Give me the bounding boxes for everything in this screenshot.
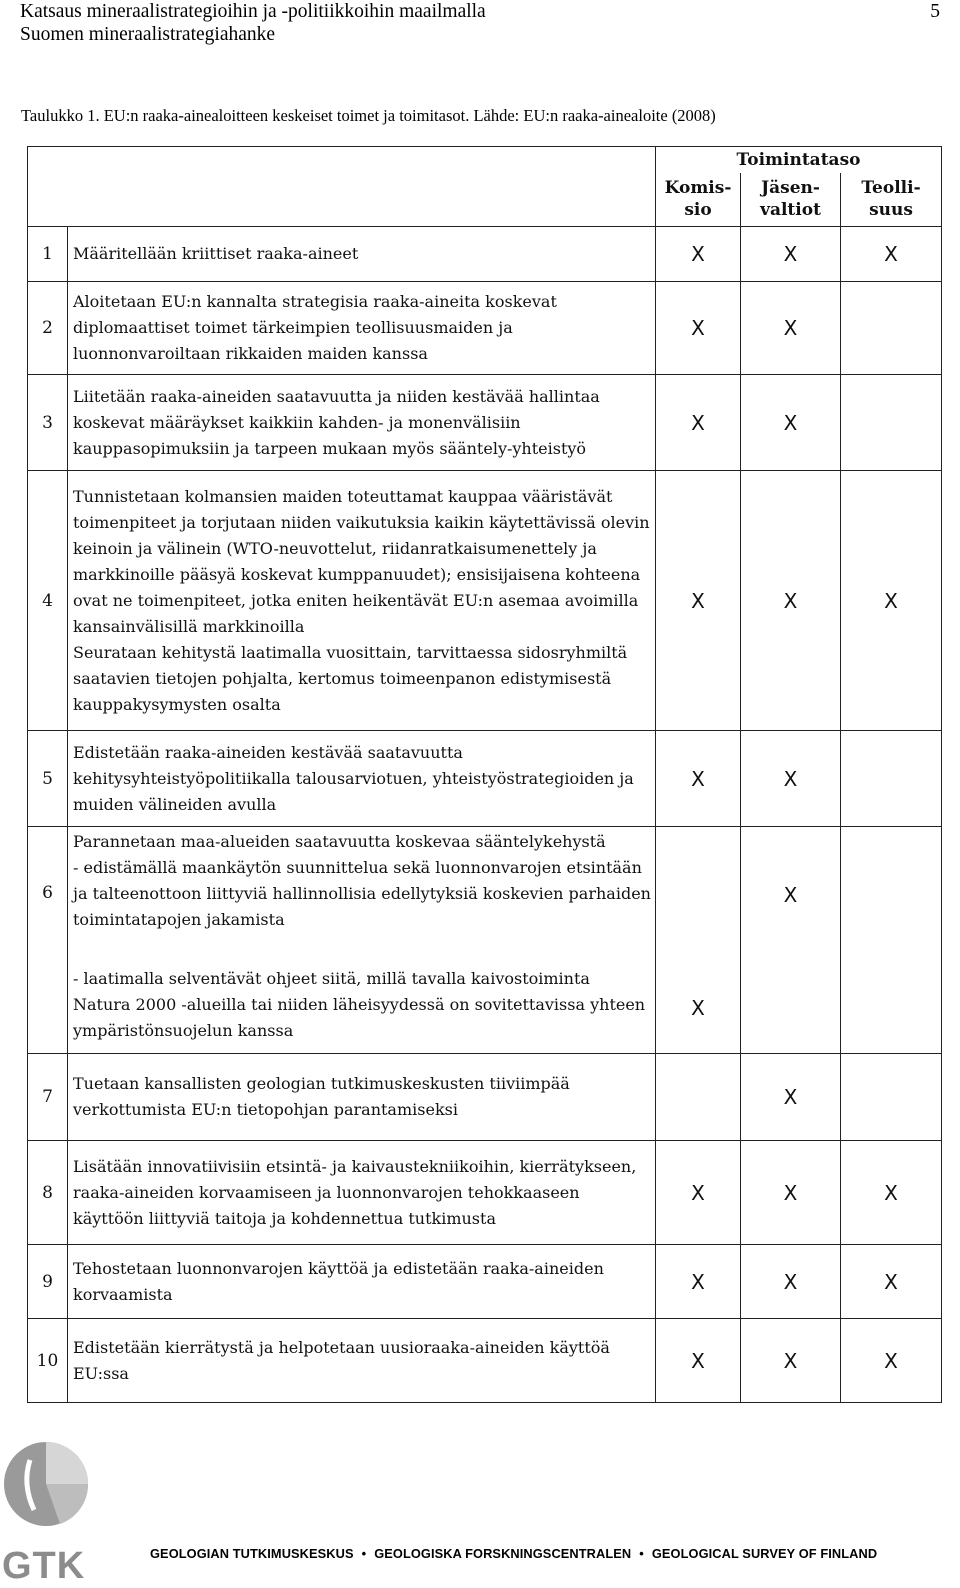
row-text: Liitetään raaka-aineiden saatavuutta ja niiden kestävää hallintaa koskevat määräykset kaikkiin kahden- ja monenvälisiin kauppasopimuksiin ja tarpeen mukaan myös sääntely-yhteistyö: [73, 386, 600, 458]
row-text: Edistetään raaka-aineiden kestävää saatavuutta kehitysyhteistyöpolitiikalla talousarviotuen, yhteistyöstrategioiden ja muiden välineiden avulla: [73, 742, 634, 814]
table-row: [28, 964, 942, 1054]
mark-jasenvaltiot: X: [741, 1141, 841, 1245]
row-description: [68, 471, 656, 731]
mark-jasenvaltiot: X: [741, 1245, 841, 1319]
table-row: [28, 227, 942, 282]
row-text: Määritellään kriittiset raaka-aineet: [73, 244, 359, 263]
row-description: [68, 375, 656, 471]
row-text: - edistämällä maankäytön suunnittelua sekä luonnonvarojen etsintään ja talteenottoon liittyviä hallinnollisia edellytyksiä koskevien parhaiden toimintatapojen jakamista: [73, 858, 651, 929]
row-description: [68, 731, 656, 827]
col-header-teollisuus: Teolli- suus: [841, 173, 942, 227]
mark-komissio: X: [656, 471, 741, 731]
mark-teollisuus: X: [841, 1319, 942, 1403]
row-description: [68, 827, 656, 964]
row-description: [68, 1054, 656, 1141]
mark-komissio: X: [656, 282, 741, 375]
table-row: [28, 282, 942, 375]
mark-teollisuus: [841, 827, 942, 964]
header-blank-cell: [28, 147, 656, 227]
row-text: Seurataan kehitystä laatimalla vuosittain, tarvittaessa sidosryhmiltä saatavien tietojen pohjalta, kertomus toimeenpanon edistymisestä kauppakysymysten osalta: [73, 642, 628, 714]
row-number: 3: [28, 375, 68, 471]
mark-jasenvaltiot: [741, 964, 841, 1054]
row-description: [68, 964, 656, 1054]
row-text: Tehostetaan luonnonvarojen käyttöä ja edistetään raaka-aineiden korvaamista: [73, 1258, 604, 1304]
row-text: Tuetaan kansallisten geologian tutkimuskeskusten tiiviimpää verkottumista EU:n tietopohjan parantamiseksi: [73, 1074, 570, 1119]
mark-teollisuus: [841, 375, 942, 471]
row-description: [68, 1245, 656, 1319]
row-description: [68, 227, 656, 282]
row-number: 2: [28, 282, 68, 375]
mark-komissio: X: [656, 1319, 741, 1403]
mark-komissio: X: [656, 227, 741, 282]
table-row: [28, 827, 942, 964]
row-text: Lisätään innovatiivisiin etsintä- ja kaivaustekniikoihin, kierrätykseen, raaka-aineiden korvaamiseen ja luonnonvarojen tehokkaaseen käyttöön liittyviä taitoja ja kohdennettua tutkimusta: [73, 1156, 637, 1228]
row-description: [68, 282, 656, 375]
table-row: [28, 471, 942, 731]
mark-jasenvaltiot: X: [741, 827, 841, 964]
row-description: [68, 1141, 656, 1245]
header-subtitle: Suomen mineraalistrategiahanke: [20, 24, 276, 45]
row-number: 6: [28, 827, 68, 1054]
mark-teollisuus: X: [841, 471, 942, 731]
mark-jasenvaltiot: X: [741, 731, 841, 827]
table-row: [28, 375, 942, 471]
footer-separator: •: [639, 1546, 644, 1561]
table-caption: Taulukko 1. EU:n raaka-ainealoitteen keskeiset toimet ja toimitasot. Lähde: EU:n raaka-ainealoite (2008): [21, 106, 716, 125]
row-number: 10: [28, 1319, 68, 1403]
mark-teollisuus: [841, 282, 942, 375]
table-row: [28, 731, 942, 827]
mark-komissio: X: [656, 1245, 741, 1319]
mark-teollisuus: X: [841, 227, 942, 282]
mark-komissio: X: [656, 1141, 741, 1245]
footer-part-fi: GEOLOGIAN TUTKIMUSKESKUS: [150, 1546, 354, 1561]
mark-komissio: X: [656, 375, 741, 471]
header-title: Katsaus mineraalistrategioihin ja -politiikkoihin maailmalla: [20, 1, 486, 22]
mark-jasenvaltiot: X: [741, 227, 841, 282]
row-number: 4: [28, 471, 68, 731]
row-text: Parannetaan maa-alueiden saatavuutta koskevaa sääntelykehystä: [73, 832, 606, 851]
table-row: [28, 1054, 942, 1141]
row-text: - laatimalla selventävät ohjeet siitä, millä tavalla kaivostoiminta Natura 2000 -alueilla tai niiden läheisyydessä on sovitettavissa yhteen ympäristönsuojelun kanssa: [73, 968, 646, 1040]
table-row: [28, 1319, 942, 1403]
mark-teollisuus: X: [841, 1245, 942, 1319]
row-number: 5: [28, 731, 68, 827]
row-description: [68, 1319, 656, 1403]
footer-part-sv: GEOLOGISKA FORSKNINGSCENTRALEN: [374, 1546, 632, 1561]
mark-teollisuus: [841, 1054, 942, 1141]
logo-text: GTK: [2, 1545, 86, 1583]
mark-komissio: X: [656, 731, 741, 827]
mark-jasenvaltiot: X: [741, 375, 841, 471]
row-text: Aloitetaan EU:n kannalta strategisia raaka-aineita koskevat diplomaattiset toimet tärkeimpien teollisuusmaiden ja luonnonvaroiltaan rikkaiden maiden kanssa: [73, 292, 557, 363]
mark-komissio: X: [656, 964, 741, 1054]
mark-komissio: [656, 827, 741, 964]
col-header-jasenvaltiot: Jäsen- valtiot: [741, 173, 841, 227]
page-number: 5: [930, 1, 940, 22]
gtk-globe-logo-icon: [0, 1440, 96, 1583]
row-number: 7: [28, 1054, 68, 1141]
level-group-header: Toimintataso: [656, 147, 942, 173]
row-number: 8: [28, 1141, 68, 1245]
mark-jasenvaltiot: X: [741, 282, 841, 375]
mark-jasenvaltiot: X: [741, 1054, 841, 1141]
mark-teollisuus: X: [841, 1141, 942, 1245]
footer-part-en: GEOLOGICAL SURVEY OF FINLAND: [651, 1546, 878, 1561]
mark-jasenvaltiot: X: [741, 471, 841, 731]
footer-institution: [150, 1546, 877, 1561]
mark-teollisuus: [841, 731, 942, 827]
table-row: [28, 1141, 942, 1245]
row-number: 9: [28, 1245, 68, 1319]
gtk-logo: [0, 1440, 96, 1583]
footer-separator: •: [361, 1546, 367, 1561]
row-text: Edistetään kierrätystä ja helpotetaan uusioraaka-aineiden käyttöä EU:ssa: [73, 1337, 610, 1383]
running-header: [20, 0, 486, 46]
row-number: 1: [28, 227, 68, 282]
mark-komissio: [656, 1054, 741, 1141]
col-header-komissio: Komis- sio: [656, 173, 741, 227]
actions-table: [27, 146, 942, 1403]
table-row: [28, 1245, 942, 1319]
mark-teollisuus: [841, 964, 942, 1054]
row-text: Tunnistetaan kolmansien maiden toteuttamat kauppaa vääristävät toimenpiteet ja torjutaan niiden vaikutuksia kaikin käytettävissä olevin keinoin ja välinein (WTO-neuvottelut, riidanratkaisumenettely ja markkinoille pääsyä koskevat kumppanuudet); ensisijaisena kohteena ovat ne toimenpiteet, jotka eniten heikentävät EU:n asemaa avoimilla kansainvälisillä markkinoilla: [73, 486, 650, 636]
mark-jasenvaltiot: X: [741, 1319, 841, 1403]
